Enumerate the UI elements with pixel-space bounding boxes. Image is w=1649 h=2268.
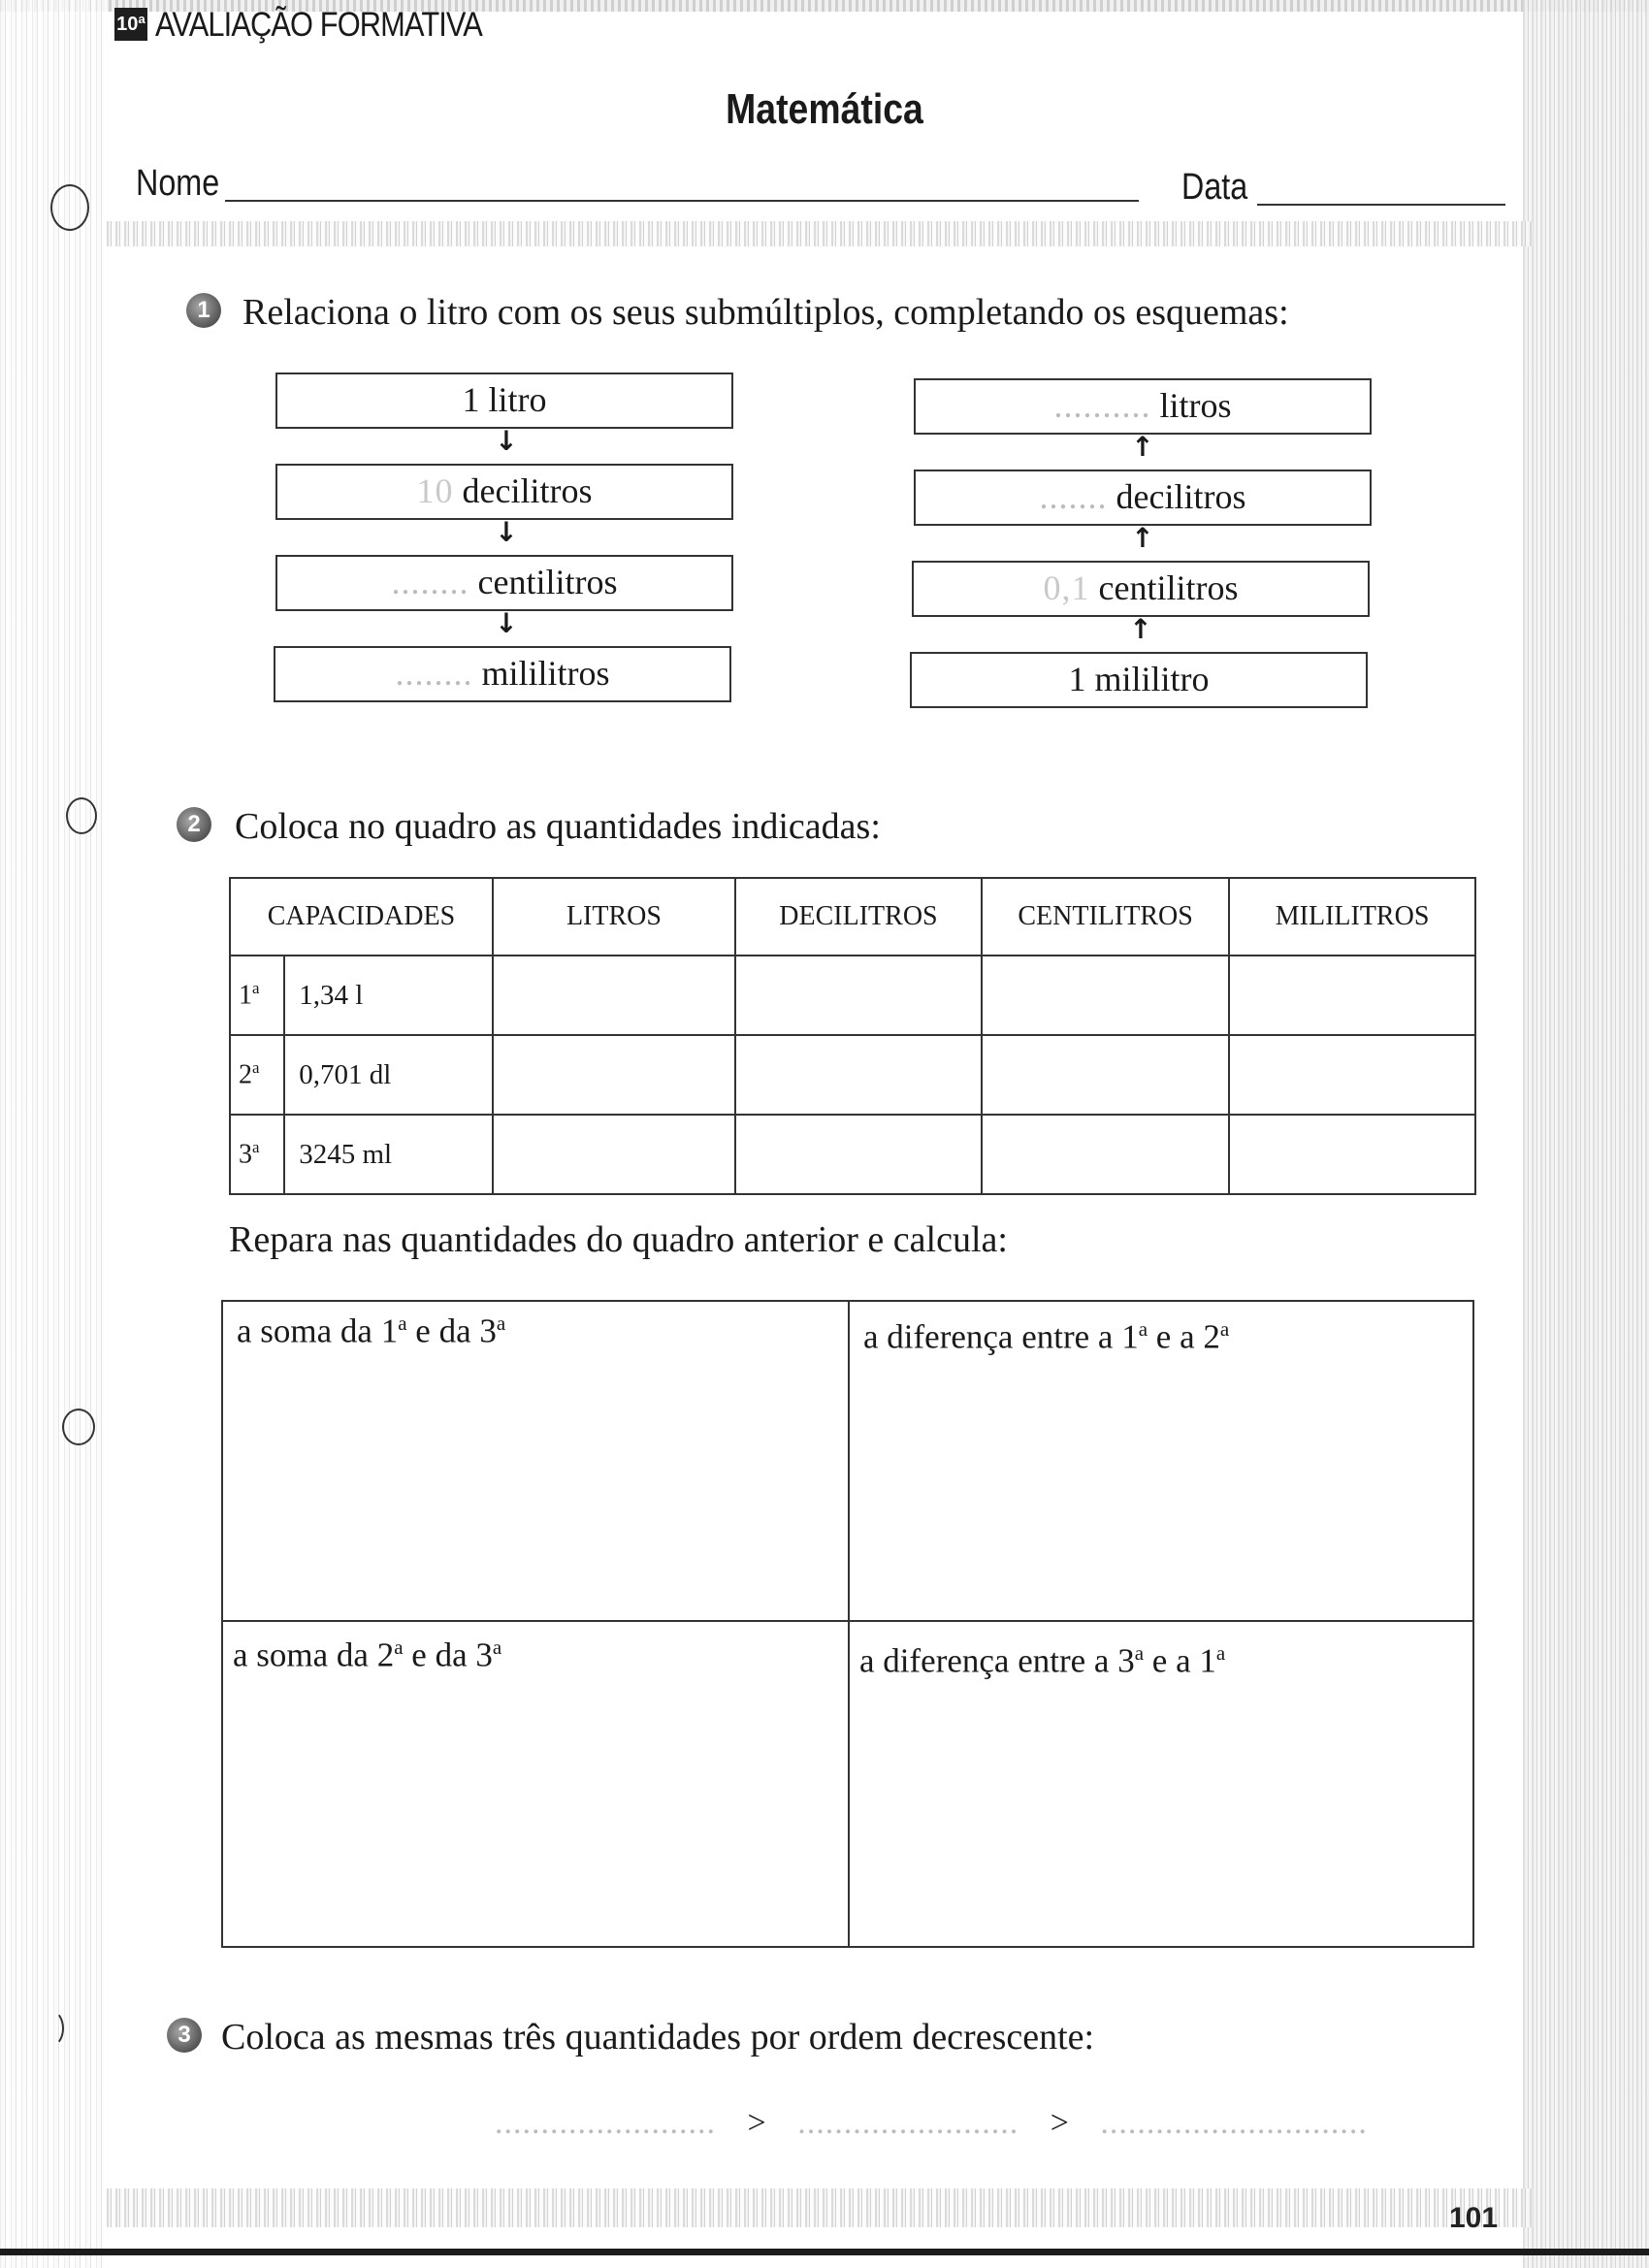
arrow-up-icon: ↑ <box>1131 431 1154 463</box>
ordinal-suffix: a <box>394 1636 404 1659</box>
calc-label: e a 2 <box>1148 1317 1220 1356</box>
punch-hole-icon <box>62 1409 95 1445</box>
grid-divider <box>223 1620 1472 1622</box>
answer-cell[interactable] <box>982 1115 1229 1194</box>
left-box-unit: mililitros <box>481 654 610 693</box>
page-number: 101 <box>1449 2202 1499 2234</box>
calc-cell-sum-2-3[interactable] <box>233 1636 501 1675</box>
right-box-value: ....... <box>1039 477 1108 516</box>
right-box-decilitros[interactable] <box>914 470 1372 526</box>
left-box-mililitros[interactable] <box>274 646 731 702</box>
calc-label: a diferença entre a 3 <box>859 1641 1135 1680</box>
arrow-down-icon: ↓ <box>495 425 518 457</box>
table-row <box>230 1035 1475 1115</box>
ordinal-suffix: a <box>1138 1317 1148 1341</box>
column-header: MILILITROS <box>1229 878 1475 956</box>
header-divider-band <box>107 221 1533 246</box>
calc-label: a soma da 1 <box>237 1312 399 1350</box>
right-box-value: 0,1 <box>1043 568 1090 607</box>
question-3-number-icon: 3 <box>167 2018 202 2053</box>
right-box-unit: centilitros <box>1098 568 1239 607</box>
answer-cell[interactable] <box>1229 956 1475 1035</box>
scan-noise-left <box>0 0 107 2268</box>
answer-cell[interactable] <box>493 1035 735 1115</box>
answer-cell[interactable] <box>493 1115 735 1194</box>
calc-label: a diferença entre a 1 <box>863 1317 1139 1356</box>
footer-band <box>107 2188 1533 2227</box>
answer-cell[interactable] <box>982 1035 1229 1115</box>
date-field[interactable] <box>1257 204 1505 206</box>
ordinal-suffix: a <box>492 1636 502 1659</box>
scan-noise-right <box>1523 0 1649 2268</box>
ordinal-suffix: a <box>252 1058 260 1078</box>
calc-cell-diff-3-1[interactable] <box>859 1641 1225 1681</box>
left-box-unit: litro <box>488 380 547 419</box>
calc-label: e da 3 <box>406 1312 497 1350</box>
answer-cell[interactable] <box>1229 1115 1475 1194</box>
column-header: LITROS <box>493 878 735 956</box>
ordinal-number: 2 <box>239 1059 252 1090</box>
row-quantity: 0,701 dl <box>284 1035 493 1115</box>
right-box-unit: mililitro <box>1094 660 1210 698</box>
ordering-answer-line <box>495 2105 1368 2142</box>
right-box-mililitro <box>910 652 1368 708</box>
ordinal-suffix: a <box>496 1312 506 1335</box>
answer-cell[interactable] <box>735 1035 982 1115</box>
right-box-unit: decilitros <box>1116 477 1246 516</box>
name-label: Nome <box>136 163 220 204</box>
ordinal-suffix: a <box>252 979 260 998</box>
capacities-table <box>229 877 1476 1195</box>
grade-badge: 10ª <box>114 8 147 41</box>
ordinal-number: 1 <box>239 980 252 1011</box>
table-row <box>230 1115 1475 1194</box>
right-box-litros[interactable] <box>914 378 1372 435</box>
punch-hole-icon <box>50 184 89 231</box>
answer-cell[interactable] <box>1229 1035 1475 1115</box>
right-box-unit: litros <box>1159 386 1232 425</box>
question-1-prompt: Relaciona o litro com os seus submúltiplos, completando os esquemas: <box>242 292 1289 333</box>
calculation-grid <box>221 1300 1474 1948</box>
answer-cell[interactable] <box>493 956 735 1035</box>
arrow-down-icon: ↓ <box>495 516 518 548</box>
date-label: Data <box>1181 167 1248 208</box>
right-box-value: 1 <box>1068 660 1086 698</box>
column-header: DECILITROS <box>735 878 982 956</box>
ordinal-suffix: a <box>398 1312 407 1335</box>
row-ordinal <box>230 1115 284 1194</box>
row-ordinal <box>230 956 284 1035</box>
order-blank-1[interactable]: ........................ <box>495 2105 716 2141</box>
arrow-up-icon: ↑ <box>1129 613 1152 645</box>
column-header: CENTILITROS <box>982 878 1229 956</box>
order-blank-3[interactable]: ............................. <box>1100 2105 1368 2141</box>
calc-cell-diff-1-2[interactable] <box>863 1317 1229 1357</box>
left-box-litro <box>275 373 733 429</box>
column-header: CAPACIDADES <box>230 878 493 956</box>
question-1-number-icon: 1 <box>186 293 221 328</box>
left-box-decilitros[interactable] <box>275 464 733 520</box>
left-box-value: 1 <box>462 380 480 419</box>
table-header-row <box>230 878 1475 956</box>
right-box-value: .......... <box>1053 386 1151 425</box>
ordinal-suffix: a <box>1215 1641 1226 1665</box>
left-box-centilitros[interactable] <box>275 555 733 611</box>
left-box-unit: decilitros <box>462 471 593 510</box>
right-box-centilitros <box>912 561 1370 617</box>
question-2-number-icon: 2 <box>177 807 211 842</box>
arrow-up-icon: ↑ <box>1131 522 1154 554</box>
row-quantity: 1,34 l <box>284 956 493 1035</box>
row-ordinal <box>230 1035 284 1115</box>
assessment-label: AVALIAÇÃO FORMATIVA <box>155 6 482 44</box>
question-2-prompt: Coloca no quadro as quantidades indicadas: <box>235 806 881 847</box>
punch-hole-icon <box>39 2010 64 2047</box>
calc-label: a soma da 2 <box>233 1636 395 1674</box>
grid-divider <box>848 1302 850 1946</box>
bottom-rule <box>0 2249 1649 2255</box>
answer-cell[interactable] <box>735 1115 982 1194</box>
row-quantity: 3245 ml <box>284 1115 493 1194</box>
ordinal-suffix: a <box>1134 1641 1145 1665</box>
arrow-down-icon: ↓ <box>495 607 518 639</box>
page-title: Matemática <box>726 85 923 133</box>
answer-cell[interactable] <box>735 956 982 1035</box>
answer-cell[interactable] <box>982 956 1229 1035</box>
greater-than-sign: > <box>747 2105 766 2141</box>
left-box-unit: centilitros <box>477 563 618 601</box>
greater-than-sign: > <box>1050 2105 1069 2141</box>
calc-cell-sum-1-3[interactable] <box>237 1312 505 1351</box>
name-field[interactable] <box>225 200 1139 202</box>
question-3-prompt: Coloca as mesmas três quantidades por ordem decrescente: <box>221 2017 1095 2057</box>
punch-hole-icon <box>66 797 97 834</box>
ordinal-suffix: a <box>252 1138 260 1157</box>
order-blank-2[interactable]: ........................ <box>797 2105 1019 2141</box>
left-box-value: ........ <box>395 654 473 693</box>
ordinal-suffix: a <box>1219 1317 1230 1341</box>
calculation-prompt: Repara nas quantidades do quadro anterior e calcula: <box>229 1219 1008 1260</box>
left-box-value: ........ <box>391 563 469 601</box>
calc-label: e a 1 <box>1144 1641 1216 1680</box>
left-box-value: 10 <box>416 471 454 510</box>
ordinal-number: 3 <box>239 1139 252 1170</box>
calc-label: e da 3 <box>403 1636 493 1674</box>
table-row <box>230 956 1475 1035</box>
